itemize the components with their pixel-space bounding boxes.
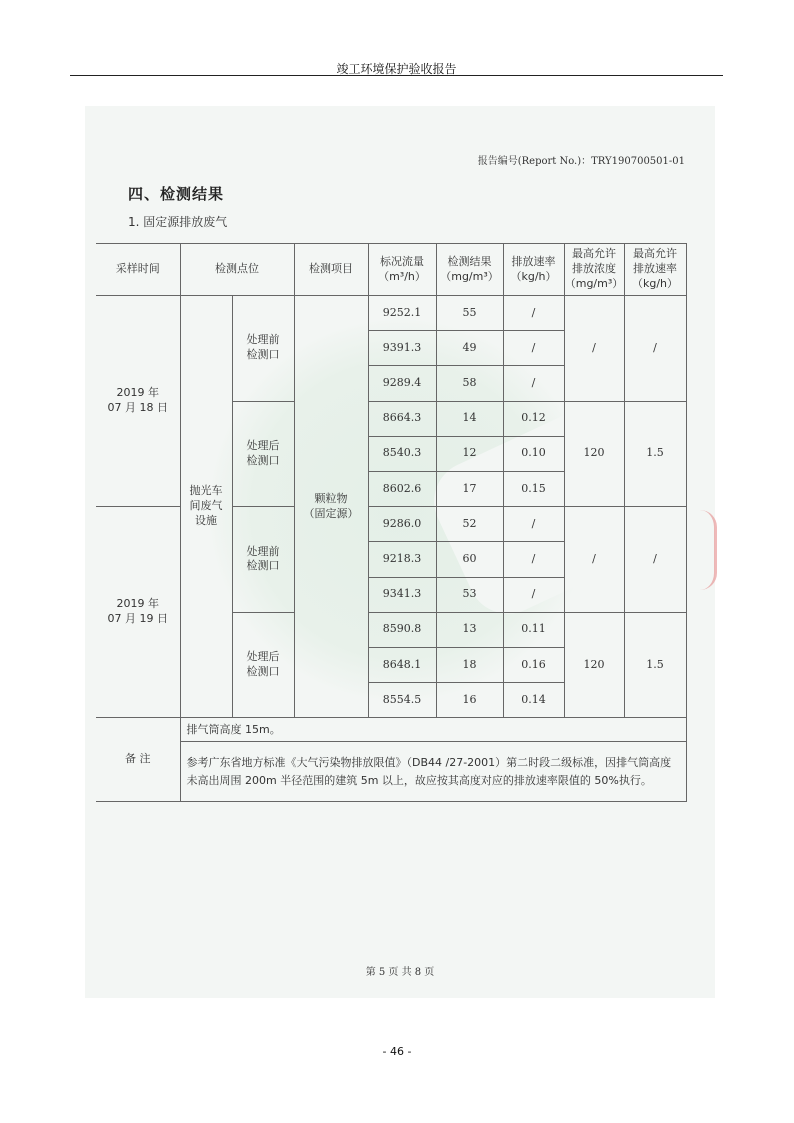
limit-rate: / [624, 507, 686, 613]
result-value: 14 [436, 401, 503, 436]
header-sampling-time: 采样时间 [96, 244, 180, 296]
remark-line-1: 排气筒高度 15m。 [180, 718, 686, 742]
result-value: 55 [436, 296, 503, 331]
result-value: 18 [436, 647, 503, 682]
result-value: 17 [436, 471, 503, 506]
sampling-point: 处理后 检测口 [232, 612, 294, 718]
result-value: 52 [436, 507, 503, 542]
flow-value: 8590.8 [368, 612, 436, 647]
remark-row [96, 742, 686, 802]
rate-value: 0.10 [503, 436, 564, 471]
rate-value: 0.15 [503, 471, 564, 506]
results-table [96, 243, 687, 802]
sampling-date: 2019 年 07 月 18 日 [96, 296, 180, 507]
table-row [96, 296, 686, 331]
limit-concentration: 120 [564, 612, 624, 718]
result-value: 49 [436, 331, 503, 366]
limit-rate: / [624, 296, 686, 402]
remark-line-2: 参考广东省地方标准《大气污染物排放限值》（DB44 /27-2001）第二时段二级标准，因排气筒高度未高出周围 200m 半径范围的建筑 5m 以上，故应按其高度对应的排放速率限值的 50%执行。 [180, 742, 686, 802]
rate-value: 0.14 [503, 683, 564, 718]
red-stamp-edge [700, 510, 717, 590]
rate-value: / [503, 366, 564, 401]
result-value: 13 [436, 612, 503, 647]
rate-value: / [503, 296, 564, 331]
flow-value: 9252.1 [368, 296, 436, 331]
rate-value: 0.16 [503, 647, 564, 682]
test-item: 颗粒物 （固定源） [294, 296, 368, 718]
result-value: 16 [436, 683, 503, 718]
remark-row [96, 718, 686, 742]
result-value: 53 [436, 577, 503, 612]
flow-value: 8602.6 [368, 471, 436, 506]
sampling-point: 处理前 检测口 [232, 507, 294, 613]
rate-value: / [503, 577, 564, 612]
table-header-row [96, 244, 686, 296]
result-value: 12 [436, 436, 503, 471]
flow-value: 9341.3 [368, 577, 436, 612]
rate-value: 0.11 [503, 612, 564, 647]
flow-value: 9289.4 [368, 366, 436, 401]
result-value: 58 [436, 366, 503, 401]
header-flow: 标况流量 （m³/h） [368, 244, 436, 296]
limit-concentration: / [564, 296, 624, 402]
flow-value: 8664.3 [368, 401, 436, 436]
flow-value: 9391.3 [368, 331, 436, 366]
flow-value: 9286.0 [368, 507, 436, 542]
report-number: 报告编号(Report No.)：TRY190700501-01 [477, 156, 685, 167]
flow-value: 8554.5 [368, 683, 436, 718]
facility-name: 抛光车 间废气 设施 [180, 296, 232, 718]
rate-value: / [503, 331, 564, 366]
flow-value: 8648.1 [368, 647, 436, 682]
limit-concentration: 120 [564, 401, 624, 507]
section-title: 四、检测结果 [128, 185, 225, 203]
page-of-footer: 第 5 页 共 8 页 [365, 967, 435, 978]
page-number: - 46 - [382, 1045, 412, 1058]
rate-value: / [503, 507, 564, 542]
header-rate: 排放速率 （kg/h） [503, 244, 564, 296]
rate-value: / [503, 542, 564, 577]
rate-value: 0.12 [503, 401, 564, 436]
header-max-concentration: 最高允许 排放浓度 （mg/m³） [564, 244, 624, 296]
sub-title: 1. 固定源排放废气 [128, 215, 228, 229]
header-rule [70, 75, 723, 76]
remark-label: 备 注 [96, 718, 180, 802]
limit-rate: 1.5 [624, 401, 686, 507]
sampling-date: 2019 年 07 月 19 日 [96, 507, 180, 718]
sampling-point: 处理后 检测口 [232, 401, 294, 507]
flow-value: 8540.3 [368, 436, 436, 471]
header-item: 检测项目 [294, 244, 368, 296]
sampling-point: 处理前 检测口 [232, 296, 294, 402]
running-header: 竣工环境保护验收报告 [336, 62, 457, 76]
header-max-rate: 最高允许 排放速率 （kg/h） [624, 244, 686, 296]
flow-value: 9218.3 [368, 542, 436, 577]
result-value: 60 [436, 542, 503, 577]
limit-concentration: / [564, 507, 624, 613]
header-location: 检测点位 [180, 244, 294, 296]
header-result: 检测结果 （mg/m³） [436, 244, 503, 296]
limit-rate: 1.5 [624, 612, 686, 718]
